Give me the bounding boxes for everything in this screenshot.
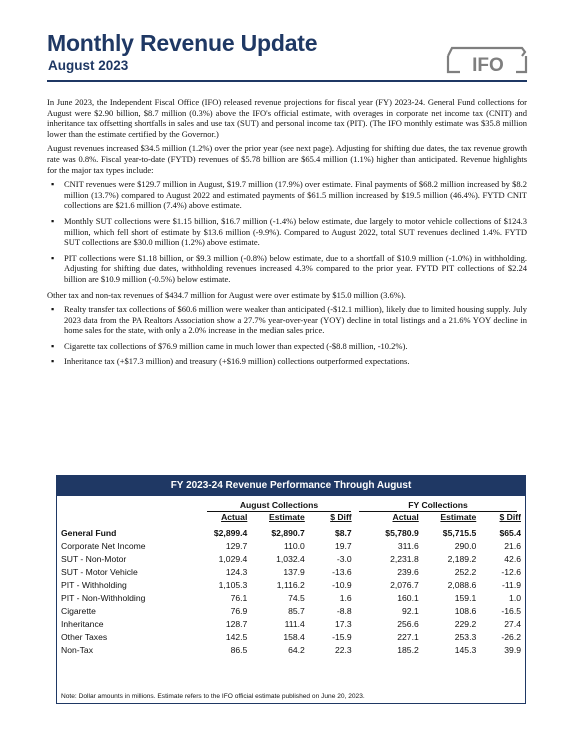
table-cell: 22.3	[334, 645, 352, 656]
table-cell: -15.9	[332, 632, 352, 643]
table-cell: -8.8	[336, 606, 352, 617]
paragraph-summary: August revenues increased $34.5 million (1.2%) over the prior year (see next page). Adjusting for shifting due dates, the tax revenue growth rate was 0.8%. Fiscal year-to-date (FYTD) revenues of $5.78 billion are $65.4 million (1.1%) higher than anticipated. Revenue highlights for the major tax types include:	[47, 143, 527, 175]
table-cell: $2,890.7	[271, 527, 305, 538]
table-cell: $2,899.4	[213, 527, 248, 538]
group-header-august: August Collections	[207, 500, 351, 512]
table-cell: 111.4	[284, 619, 305, 630]
paragraph-intro: In June 2023, the Independent Fiscal Office (IFO) released revenue projections for fiscal year (FY) 2023-24. General Fund collections for August were $2.90 billion, $8.7 million (0.3%) above the IFO's official estimate, with overages in corporate net income tax (CNIT) and inheritance tax offsetting shortfalls in sales and use tax (SUT) and personal income tax (PIT). (The IFO monthly estimate was $35.8 million lower than the estimate certified by the Governor.)	[47, 97, 527, 139]
table-cell: 2,231.8	[390, 553, 419, 564]
table-gap	[352, 591, 367, 604]
table-cell: $5,780.9	[385, 527, 419, 538]
table-header-cell	[61, 510, 200, 524]
table-cell: 137.9	[283, 566, 305, 577]
row-label: PIT - Withholding	[61, 579, 127, 590]
bullet-icon: ▪	[51, 340, 55, 351]
bullet-item	[47, 356, 527, 367]
table-gap	[352, 524, 367, 539]
bullet-text: Realty transfer tax collections of $60.6 million were weaker than anticipated (-$12.1 million), likely due to limited housing supply. July 2023 data from the PA Realtors Association show a 27.7% year-over-year (YOY) decline in total listings and a 21.6% YOY decline in home sales for the state, with only a 2.0% increase in the median sales price.	[64, 304, 527, 336]
bullet-icon: ▪	[51, 215, 55, 226]
table-row	[61, 539, 521, 552]
bullet-item	[47, 216, 527, 248]
table-cell: 128.7	[225, 619, 248, 630]
row-label: Other Taxes	[61, 632, 108, 643]
table-header-cell: Estimate	[440, 512, 477, 522]
ifo-logo	[446, 42, 528, 76]
table-cell: 1,032.4	[276, 553, 305, 564]
table-header-cell: Actual	[392, 512, 419, 522]
table-header-cell: $ Diff	[330, 512, 352, 522]
table-cell: -16.5	[501, 606, 521, 617]
table-cell: 39.9	[504, 645, 521, 656]
table-header-row	[61, 510, 521, 524]
table-cell: 76.1	[230, 593, 248, 604]
table-cell: 74.5	[288, 593, 305, 604]
table-header-cell: $ Diff	[499, 512, 521, 522]
table-row	[61, 618, 521, 631]
table-cell: 64.2	[288, 645, 305, 656]
table-row	[61, 524, 521, 539]
bullet-icon: ▪	[51, 179, 55, 190]
table-cell: 76.9	[230, 606, 248, 617]
table-cell: 159.1	[454, 593, 477, 604]
row-label: SUT - Motor Vehicle	[61, 566, 138, 577]
group-header-fy: FY Collections	[359, 500, 517, 512]
table-gap	[352, 552, 367, 565]
row-label: Inheritance	[61, 619, 104, 630]
table-row	[61, 552, 521, 565]
table-cell: 2,189.2	[447, 553, 477, 564]
table-cell: 1,029.4	[218, 553, 248, 564]
header-rule	[47, 80, 527, 82]
logo-text: IFO	[472, 55, 504, 76]
table-cell: 252.2	[454, 566, 477, 577]
body-text	[47, 97, 527, 372]
table-cell: -10.9	[332, 579, 352, 590]
bullet-list-major	[47, 179, 527, 284]
table-gap	[352, 644, 367, 657]
table-cell: -26.2	[501, 632, 521, 643]
table-row	[61, 578, 521, 591]
table-row	[61, 644, 521, 657]
table-cell: 21.6	[504, 540, 521, 551]
table-cell: 239.6	[397, 566, 419, 577]
table-cell: 86.5	[230, 645, 248, 656]
table-cell: 1,116.2	[276, 579, 305, 590]
table-cell: 19.7	[334, 540, 352, 551]
page-title: Monthly Revenue Update	[47, 30, 318, 56]
table-note: Note: Dollar amounts in millions. Estimate refers to the IFO official estimate published on June 20, 2023.	[61, 693, 365, 700]
row-label: Non-Tax	[61, 645, 93, 656]
table-gap	[352, 618, 367, 631]
table-header-cell: Actual	[221, 512, 248, 522]
table-cell: 42.6	[504, 553, 521, 564]
bullet-list-other	[47, 304, 527, 367]
table-cell: 185.2	[397, 645, 419, 656]
table-cell: 27.4	[504, 619, 521, 630]
table-cell: 253.3	[454, 632, 477, 643]
bullet-text: Cigarette tax collections of $76.9 million came in much lower than expected (-$8.8 million, -10.2%).	[64, 340, 408, 351]
table-cell: 142.5	[225, 632, 248, 643]
bullet-icon: ▪	[51, 356, 55, 367]
bullet-icon: ▪	[51, 252, 55, 263]
table-cell: $65.4	[499, 527, 521, 538]
table-cell: 2,076.7	[390, 579, 419, 590]
table-cell: -11.9	[502, 579, 521, 590]
table-title: FY 2023-24 Revenue Performance Through August	[57, 476, 525, 496]
bullet-text: Inheritance tax (+$17.3 million) and treasury (+$16.9 million) collections outperformed expectations.	[64, 356, 410, 367]
table-cell: 1.6	[339, 593, 352, 604]
table-row	[61, 605, 521, 618]
table-cell: 158.4	[283, 632, 305, 643]
row-label: Cigarette	[61, 606, 96, 617]
bullet-item	[47, 341, 527, 352]
page-subtitle: August 2023	[48, 58, 129, 73]
bullet-text: Monthly SUT collections were $1.15 billion, $16.7 million (-1.4%) below estimate, due largely to motor vehicle collections of $124.3 million, which fell short of estimate by $13.6 million (-9.9%). Compared to August 2022, total SUT revenues declined 1.4%. FYTD SUT collections are $30.0 million (1.2%) above estimate.	[64, 215, 527, 248]
table-gap	[352, 631, 367, 644]
table-header-cell: Estimate	[269, 512, 305, 522]
row-label: General Fund	[61, 527, 117, 538]
table-cell: -3.0	[336, 553, 352, 564]
row-label: SUT - Non-Motor	[61, 553, 127, 564]
table-cell: -13.6	[332, 566, 352, 577]
paragraph-other: Other tax and non-tax revenues of $434.7 million for August were over estimate by $15.0 million (3.6%).	[47, 289, 406, 300]
bullet-item	[47, 253, 527, 285]
table-gap	[352, 605, 367, 618]
table-cell: 160.1	[397, 593, 419, 604]
table-cell: 311.6	[397, 540, 419, 551]
bullet-text: CNIT revenues were $129.7 million in August, $19.7 million (17.9%) over estimate. Final payments of $68.2 million increased by $8.2 million (13.7%) compared to August 2022 and estimated payments of $61.5 million increased by $19.5 million (46.4%). FYTD CNIT collections are $21.6 million (7.4%) above estimate.	[64, 179, 527, 211]
table-cell: 290.0	[454, 540, 477, 551]
table-cell: 256.6	[397, 619, 419, 630]
row-label: Corporate Net Income	[61, 540, 146, 551]
table-cell: 124.3	[225, 566, 248, 577]
table-gap	[352, 510, 367, 524]
table-cell: 110.0	[283, 540, 305, 551]
table-gap	[352, 565, 367, 578]
bullet-item	[47, 179, 527, 211]
revenue-table	[61, 510, 521, 657]
row-label: PIT - Non-Withholding	[61, 593, 146, 604]
table-cell: 227.1	[397, 632, 419, 643]
table-row	[61, 565, 521, 578]
table-cell: 17.3	[334, 619, 352, 630]
revenue-table-box	[56, 475, 526, 704]
table-cell: $5,715.5	[442, 527, 477, 538]
table-gap	[352, 539, 367, 552]
table-cell: 2,088.6	[447, 579, 477, 590]
bullet-icon: ▪	[51, 304, 55, 315]
bullet-item	[47, 304, 527, 336]
table-cell: 108.6	[454, 606, 477, 617]
table-cell: 1,105.3	[218, 579, 248, 590]
table-cell: -12.6	[501, 566, 521, 577]
table-cell: $8.7	[334, 527, 352, 538]
table-cell: 85.7	[288, 606, 305, 617]
table-row	[61, 631, 521, 644]
table-cell: 92.1	[402, 606, 419, 617]
table-cell: 129.7	[225, 540, 248, 551]
bullet-text: PIT collections were $1.18 billion, or $9.3 million (-0.8%) below estimate, due to a shortfall of $10.9 million (-1.0%) in withholding. Adjusting for shifting due dates, withholding revenues increased 4.3% compared to the prior year. FYTD PIT collections of $2.24 billion are $10.9 million (-0.5%) below estimate.	[64, 252, 527, 284]
table-cell: 1.0	[509, 593, 521, 604]
table-row	[61, 591, 521, 604]
table-gap	[352, 578, 367, 591]
table-cell: 145.3	[454, 645, 477, 656]
table-cell: 229.2	[454, 619, 477, 630]
